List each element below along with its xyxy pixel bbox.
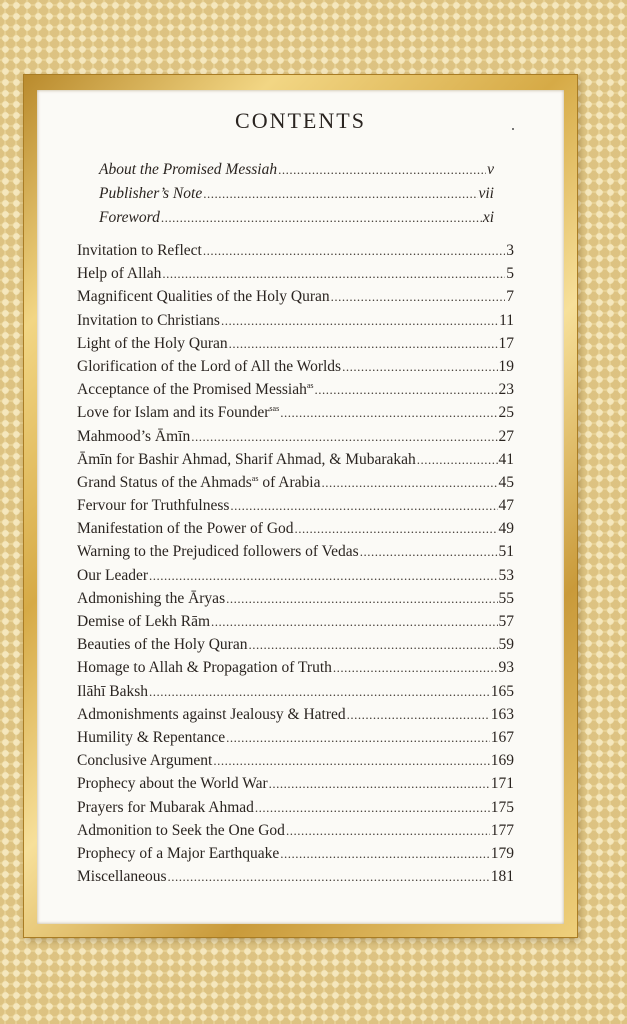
- toc-leader-dots: [255, 796, 490, 819]
- toc-entry-page: 93: [498, 659, 514, 677]
- toc-entry-page: 165: [490, 682, 514, 700]
- toc-leader-dots: [280, 401, 497, 424]
- toc-entry-page: xi: [482, 209, 494, 226]
- toc-entry-title-text: Love for Islam and its Founder: [77, 404, 270, 422]
- toc-leader-dots: [229, 332, 498, 355]
- toc-entry: [77, 425, 514, 448]
- toc-entry-title: [77, 540, 359, 563]
- toc-leader-dots: [347, 703, 490, 726]
- toc-leader-dots: [248, 633, 497, 656]
- toc-entry: [77, 610, 514, 633]
- toc-entry-page: 41: [498, 450, 514, 468]
- toc-entry: [77, 796, 514, 819]
- toc-leader-dots: [168, 865, 490, 888]
- toc-entry-title-text: Mahmood’s Āmīn: [77, 427, 191, 445]
- toc-entry-page: 47: [498, 497, 514, 515]
- toc-entry-page: 3: [506, 242, 514, 259]
- toc-leader-dots: [280, 842, 489, 865]
- toc-entry-page: 59: [498, 636, 514, 654]
- toc-entry-page: 55: [498, 589, 514, 607]
- toc-leader-dots: [360, 540, 498, 563]
- toc-leader-dots: [203, 239, 505, 262]
- toc-entry-page: 23: [498, 381, 514, 399]
- toc-entry: [77, 564, 514, 587]
- toc-entry-page: 53: [498, 566, 514, 584]
- toc-list: [77, 239, 514, 888]
- toc-leader-dots: [203, 182, 477, 206]
- toc-leader-dots: [295, 517, 498, 540]
- toc-entry: [77, 285, 514, 308]
- toc-entry: [77, 865, 514, 888]
- toc-entry-front: [99, 158, 494, 182]
- page-title: CONTENTS: [235, 108, 366, 133]
- toc-entry-page: 27: [498, 427, 514, 445]
- gold-frame: [23, 74, 578, 938]
- toc-entry-title-text: Warning to the Prejudiced followers of Vedas: [77, 543, 359, 561]
- toc-entry-title: [77, 749, 212, 772]
- toc-entry-title: [77, 262, 161, 285]
- toc-entry-page: 5: [506, 265, 514, 283]
- toc-entry-page: 169: [490, 752, 514, 770]
- toc-entry-title-text: Admonishing the Āryas: [77, 589, 226, 607]
- toc-entry-page: 49: [498, 520, 514, 538]
- toc-entry-front: [99, 206, 494, 230]
- toc-entry-page: 177: [490, 821, 514, 839]
- toc-entry-page: 171: [490, 775, 514, 793]
- toc-entry-title: [77, 796, 254, 819]
- toc-entry-title-text: Invitation to Reflect: [77, 242, 202, 259]
- toc-entry-page: vii: [478, 185, 494, 202]
- toc-entry-page: v: [487, 161, 494, 178]
- toc-entry-title: [77, 587, 225, 610]
- toc-entry-title-text: Grand Status of the Ahmads: [77, 473, 252, 491]
- toc-leader-dots: [149, 680, 490, 703]
- toc-entry-title: [77, 355, 341, 378]
- toc-entry: [77, 633, 514, 656]
- toc-entry-title-text: Help of Allah: [77, 265, 162, 283]
- page-speck: [512, 128, 514, 130]
- toc-entry: [77, 239, 514, 262]
- toc-leader-dots: [333, 656, 498, 679]
- toc-entry-title: Publisher’s Note: [99, 185, 203, 202]
- contents-page: [37, 90, 564, 924]
- toc-leader-dots: [226, 587, 497, 610]
- toc-entry-title: [77, 309, 220, 332]
- toc-entry-title: [77, 378, 314, 401]
- toc-entry-title: [77, 471, 320, 494]
- toc-entry-front: [99, 182, 494, 206]
- toc-entry-title: [77, 633, 247, 656]
- toc-entry-title: [77, 401, 279, 424]
- toc-entry-title-text: Miscellaneous: [77, 868, 167, 886]
- toc-entry-title-text: Āmīn for Bashir Ahmad, Sharif Ahmad, & Mubarakah: [77, 450, 416, 468]
- toc-entry-title: [77, 448, 416, 471]
- toc-entry-page: 163: [490, 705, 514, 723]
- toc-entry-title: [77, 610, 210, 633]
- toc-entry-title-text: Prophecy of a Major Earthquake: [77, 844, 280, 862]
- toc-entry-title-text: Demise of Lekh Rām: [77, 613, 211, 630]
- toc-entry-title-text: Prayers for Mubarak Ahmad: [77, 798, 254, 816]
- toc-entry: [77, 309, 514, 332]
- toc-entry-title: [77, 819, 285, 842]
- toc-entry-title-text: Ilāhī Baksh: [77, 682, 149, 700]
- toc-leader-dots: [226, 726, 490, 749]
- toc-leader-dots: [315, 378, 498, 401]
- toc-entry-page: 25: [498, 404, 514, 422]
- toc-entry-title: [77, 726, 225, 749]
- toc-entry-title: Foreword: [99, 209, 160, 226]
- toc-entry: [77, 842, 514, 865]
- toc-leader-dots: [321, 471, 497, 494]
- toc-entry-page: 11: [499, 311, 514, 329]
- toc-entry-title: [77, 772, 268, 795]
- toc-leader-dots: [221, 309, 498, 332]
- toc-entry-title-text: Our Leader: [77, 566, 148, 584]
- toc-entry: [77, 540, 514, 563]
- toc-entry-title-suffix: of Arabia: [258, 473, 321, 491]
- toc-entry-title-text: Fervour for Truthfulness: [77, 497, 230, 515]
- toc-entry-title: [77, 332, 228, 355]
- honorific-superscript: sas: [269, 404, 280, 414]
- front-matter-list: [99, 158, 494, 230]
- toc-entry: [77, 332, 514, 355]
- toc-entry: [77, 517, 514, 540]
- toc-leader-dots: [417, 448, 498, 471]
- toc-entry-title-text: Acceptance of the Promised Messiah: [77, 381, 307, 399]
- toc-leader-dots: [161, 206, 482, 230]
- toc-entry-page: 175: [490, 798, 514, 816]
- toc-entry: [77, 262, 514, 285]
- toc-entry-title-text: Admonition to Seek the One God: [77, 821, 285, 839]
- toc-entry-title: [77, 703, 346, 726]
- toc-entry: [77, 355, 514, 378]
- toc-leader-dots: [213, 749, 489, 772]
- toc-leader-dots: [286, 819, 490, 842]
- toc-entry-title: [77, 865, 167, 888]
- toc-leader-dots: [331, 285, 506, 308]
- toc-entry-title-text: Glorification of the Lord of All the Worlds: [77, 357, 342, 375]
- toc-entry-title: [77, 494, 229, 517]
- toc-entry: [77, 471, 514, 494]
- toc-entry: [77, 378, 514, 401]
- toc-leader-dots: [162, 262, 505, 285]
- toc-entry-title: [77, 656, 332, 679]
- toc-entry-page: 17: [498, 334, 514, 352]
- toc-leader-dots: [211, 610, 497, 633]
- toc-entry: [77, 680, 514, 703]
- toc-entry-title: [77, 239, 202, 262]
- toc-entry-title-text: Beauties of the Holy Quran: [77, 636, 248, 654]
- honorific-superscript: as: [251, 473, 259, 483]
- toc-entry-title-text: Humility & Repentance: [77, 728, 226, 746]
- toc-entry-title: [77, 842, 279, 865]
- toc-entry: [77, 656, 514, 679]
- toc-entry-title-text: Admonishments against Jealousy & Hatred: [77, 705, 346, 723]
- toc-entry: [77, 703, 514, 726]
- toc-leader-dots: [269, 772, 490, 795]
- toc-entry-title: [77, 517, 294, 540]
- toc-entry-title: [77, 425, 190, 448]
- toc-leader-dots: [230, 494, 497, 517]
- toc-entry-title: [77, 285, 330, 308]
- toc-entry-title: About the Promised Messiah: [99, 161, 278, 178]
- toc-entry-title-text: Magnificent Qualities of the Holy Quran: [77, 288, 330, 306]
- toc-entry: [77, 772, 514, 795]
- toc-entry-title-text: Light of the Holy Quran: [77, 334, 228, 352]
- toc-entry: [77, 587, 514, 610]
- toc-entry: [77, 749, 514, 772]
- honorific-superscript: as: [306, 380, 314, 390]
- toc-entry-title-text: Prophecy about the World War: [77, 775, 268, 793]
- toc-entry-page: 51: [498, 543, 514, 561]
- toc-entry-page: 57: [498, 613, 514, 630]
- toc-entry-title-text: Manifestation of the Power of God: [77, 520, 294, 538]
- toc-entry: [77, 448, 514, 471]
- toc-entry-title-text: Invitation to Christians: [77, 311, 220, 329]
- toc-entry-page: 181: [490, 868, 514, 886]
- toc-entry-page: 167: [490, 728, 514, 746]
- toc-entry-title: [77, 680, 148, 703]
- toc-entry-title: [77, 564, 148, 587]
- toc-entry: [77, 819, 514, 842]
- toc-entry: [77, 494, 514, 517]
- toc-leader-dots: [191, 425, 497, 448]
- toc-entry-page: 7: [506, 288, 514, 306]
- toc-entry-page: 19: [498, 357, 514, 375]
- toc-entry: [77, 401, 514, 424]
- toc-entry-page: 179: [490, 844, 514, 862]
- toc-leader-dots: [149, 564, 498, 587]
- toc-entry-page: 45: [498, 473, 514, 491]
- toc-entry-title-text: Conclusive Argument: [77, 752, 213, 770]
- toc-leader-dots: [278, 158, 486, 182]
- toc-entry-title-text: Homage to Allah & Propagation of Truth: [77, 659, 332, 677]
- toc-entry: [77, 726, 514, 749]
- toc-leader-dots: [342, 355, 497, 378]
